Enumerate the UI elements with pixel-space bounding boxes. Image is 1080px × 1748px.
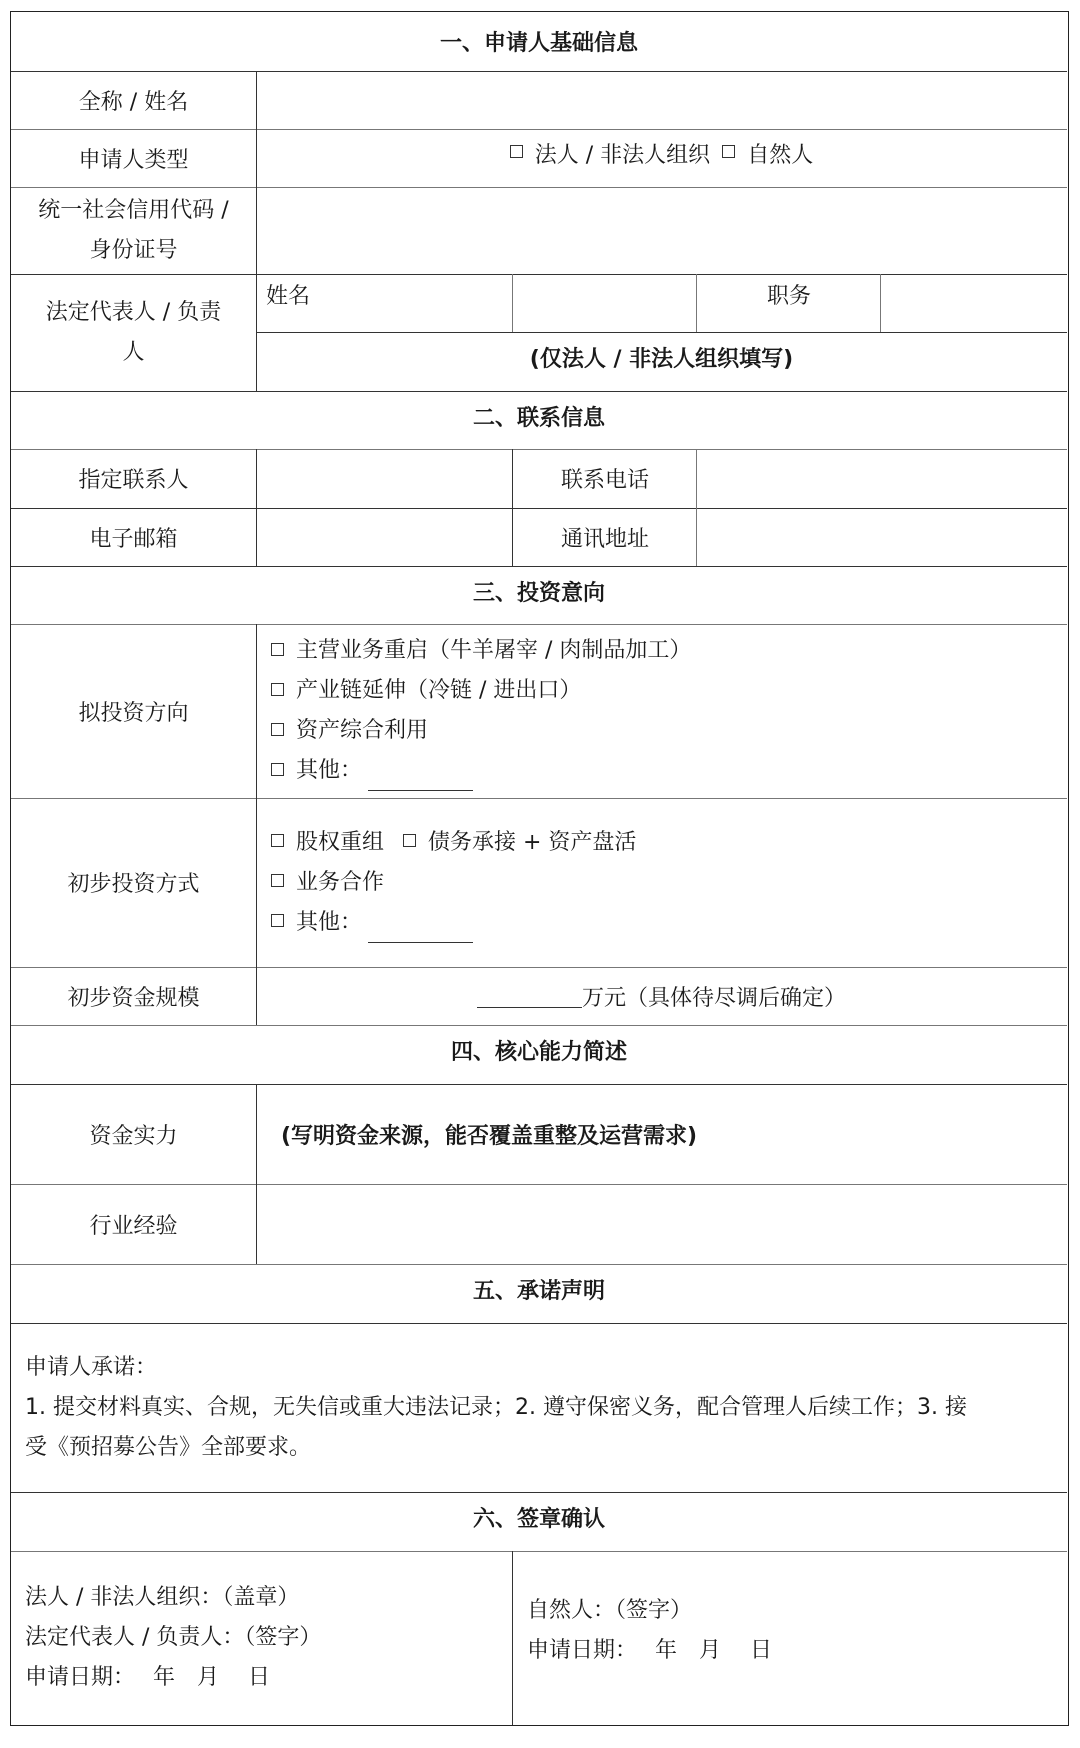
capital-note[interactable]: (写明资金来源，能否覆盖重整及运营需求) — [281, 1123, 698, 1149]
sign-right-line2: 申请日期： 年 月 日 — [527, 1638, 772, 1663]
method-label: 初步投资方式 — [67, 872, 200, 897]
rep-name-field[interactable] — [513, 274, 697, 332]
sign-left-line1: 法人 / 非法人组织：（盖章） — [25, 1585, 300, 1610]
applicant-type-options — [256, 124, 1067, 182]
checkbox[interactable] — [271, 874, 284, 887]
sign-left-line2: 法定代表人 / 负责人：（签字） — [25, 1625, 322, 1650]
section-3-title: 三、投资意向 — [472, 580, 605, 606]
legal-rep-label-line1: 法定代表人 / 负责 — [45, 299, 222, 325]
full-name-field[interactable] — [256, 71, 1067, 129]
method-option-row-1: 股权重组 债务承接 + 资产盘活 — [271, 823, 636, 863]
method-option-other[interactable]: 其他： — [271, 903, 473, 943]
commit-line-2: 受《预招募公告》全部要求。 — [25, 1434, 312, 1460]
signature-legal-entity[interactable] — [25, 1551, 505, 1725]
credit-code-label-line1: 统一社会信用代码 / — [38, 197, 229, 223]
checkbox[interactable] — [271, 643, 284, 656]
direction-option-1[interactable]: 主营业务重启（牛羊屠宰 / 肉制品加工） — [271, 631, 691, 671]
other-blank-field[interactable] — [368, 920, 473, 943]
phone-field[interactable] — [697, 449, 1067, 508]
address-label: 通讯地址 — [560, 526, 649, 552]
checkbox[interactable] — [271, 723, 284, 736]
divider — [696, 274, 697, 332]
phone-label: 联系电话 — [560, 468, 649, 493]
direction-option-3[interactable]: 资产综合利用 — [271, 711, 428, 751]
rep-position-label: 职务 — [766, 283, 811, 309]
experience-label: 行业经验 — [89, 1213, 178, 1239]
checkbox[interactable] — [271, 763, 284, 776]
checkbox-natural-person[interactable] — [722, 145, 735, 158]
section-2-title: 二、联系信息 — [472, 405, 605, 431]
divider — [256, 624, 257, 1025]
divider — [512, 274, 513, 332]
full-name-label: 全称 / 姓名 — [78, 89, 189, 115]
scale-value: 万元（具体待尽调后确定） — [256, 967, 1067, 1025]
applicant-type-label: 申请人类型 — [78, 147, 189, 173]
divider — [880, 274, 881, 332]
sign-left-line3: 申请日期： 年 月 日 — [25, 1665, 270, 1690]
scale-label: 初步资金规模 — [67, 985, 200, 1011]
checkbox-legal-entity[interactable] — [510, 145, 523, 158]
contact-person-field[interactable] — [256, 449, 513, 508]
capital-label: 资金实力 — [89, 1123, 178, 1149]
legal-rep-note: (仅法人 / 非法人组织填写) — [529, 346, 794, 372]
credit-code-label-line2: 身份证号 — [89, 237, 178, 263]
credit-code-field[interactable] — [256, 187, 1067, 274]
credit-code-label — [11, 187, 256, 274]
checkbox-debt[interactable] — [403, 834, 416, 847]
divider — [256, 1084, 257, 1264]
rep-name-label: 姓名 — [266, 283, 311, 309]
direction-option-other[interactable]: 其他： — [271, 751, 473, 791]
method-options — [271, 798, 1061, 967]
divider — [512, 449, 513, 566]
direction-option-2[interactable]: 产业链延伸（冷链 / 进出口） — [271, 671, 581, 711]
method-option-business[interactable]: 业务合作 — [271, 863, 384, 903]
option-natural-person: 自然人 — [747, 142, 814, 168]
contact-person-label: 指定联系人 — [78, 468, 189, 493]
checkbox[interactable] — [271, 683, 284, 696]
legal-rep-label — [11, 274, 256, 391]
address-field[interactable] — [697, 508, 1067, 566]
section-6-title: 六、签章确认 — [472, 1506, 605, 1532]
direction-options — [271, 624, 1061, 798]
sign-right-line1: 自然人：（签字） — [527, 1598, 693, 1623]
option-legal-entity: 法人 / 非法人组织 — [534, 142, 711, 168]
checkbox[interactable] — [271, 914, 284, 927]
experience-field[interactable] — [256, 1184, 1067, 1264]
divider — [256, 71, 257, 391]
signature-natural-person[interactable] — [527, 1551, 1057, 1711]
commit-heading: 申请人承诺： — [25, 1354, 158, 1380]
rep-position-field[interactable] — [881, 274, 1067, 332]
divider — [256, 449, 257, 566]
commit-line-1: 1. 提交材料真实、合规，无失信或重大违法记录；2. 遵守保密义务，配合管理人后续工作；3. 接 — [25, 1394, 967, 1420]
amount-blank-field[interactable] — [477, 985, 582, 1008]
application-form — [10, 11, 1069, 1726]
section-4-title: 四、核心能力简述 — [450, 1039, 627, 1065]
email-field[interactable] — [256, 508, 513, 566]
direction-label: 拟投资方向 — [78, 700, 189, 726]
email-label: 电子邮箱 — [89, 526, 178, 552]
section-1-title: 一、申请人基础信息 — [439, 31, 638, 56]
divider — [696, 449, 697, 566]
section-5-title: 五、承诺声明 — [472, 1278, 605, 1304]
divider — [512, 1551, 513, 1725]
commitment-text — [25, 1323, 1060, 1492]
checkbox-equity[interactable] — [271, 834, 284, 847]
other-blank-field[interactable] — [368, 768, 473, 791]
legal-rep-label-line2: 人 — [122, 339, 145, 365]
